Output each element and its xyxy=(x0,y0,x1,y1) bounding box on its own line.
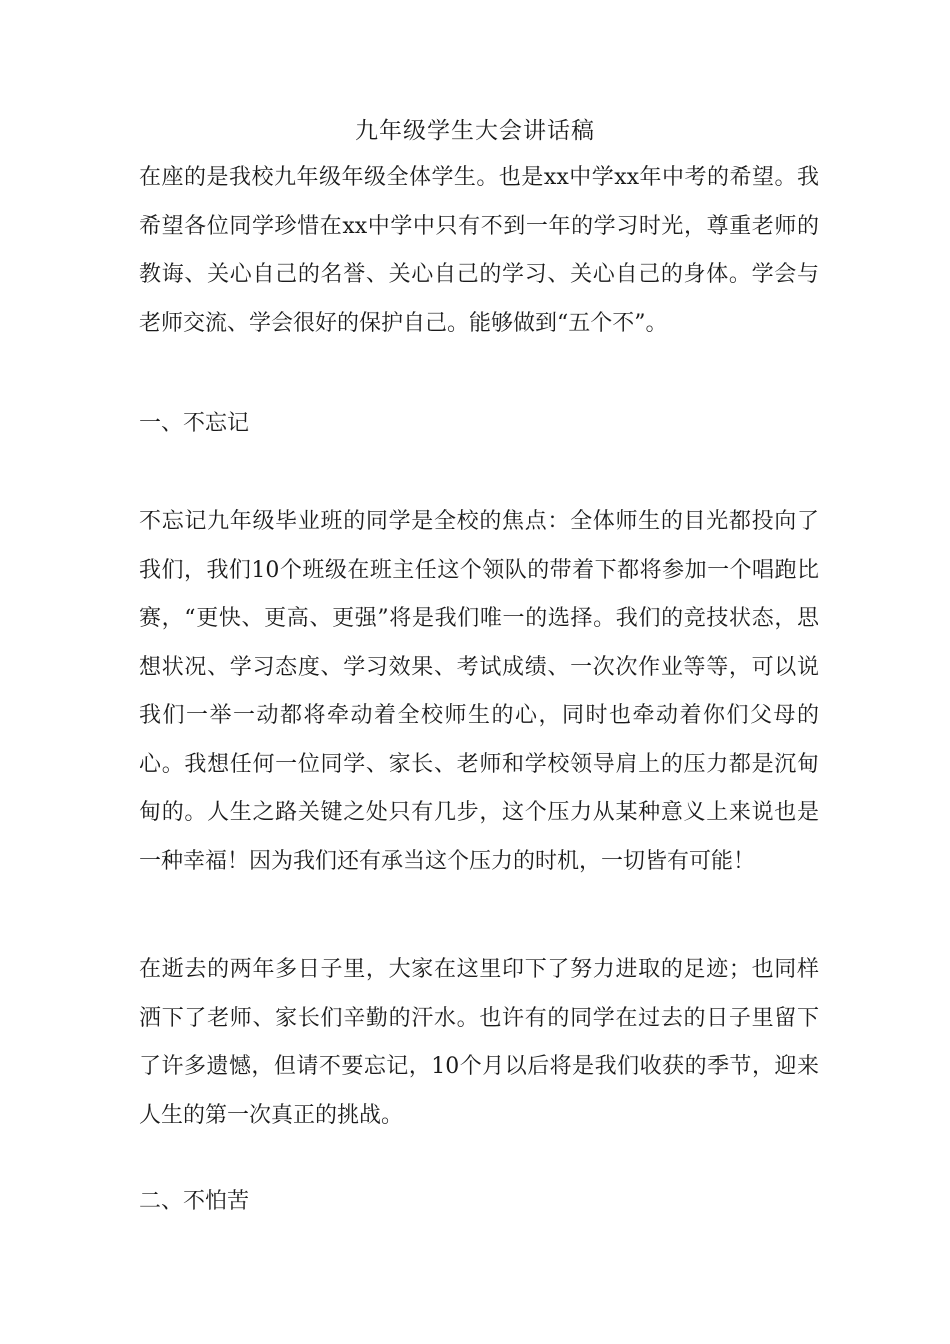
section-heading-2: 二、不怕苦 xyxy=(139,1189,250,1214)
section1-paragraph-1: 不忘记九年级毕业班的同学是全校的焦点：全体师生的目光都投向了我们，我们10个班级在班主任这个领队的带着下都将参加一个唱跑比赛，“更快、更高、更强”将是我们唯一的选择。我们的竞技状态，思想状况、学习态度、学习效果、考试成绩、一次次作业等等，可以说我们一举一动都将牵动着全校师生的心，同时也牵动着你们父母的心。我想任何一位同学、家长、老师和学校领导肩上的压力都是沉甸甸的。人生之路关键之处只有几步，这个压力从某种意义上来说也是一种幸福！因为我们还有承当这个压力的时机，一切皆有可能！ xyxy=(139,509,819,874)
document-title: 九年级学生大会讲话稿 xyxy=(355,118,595,144)
section-heading-1: 一、不忘记 xyxy=(139,411,250,436)
intro-paragraph: 在座的是我校九年级年级全体学生。也是xx中学xx年中考的希望。我希望各位同学珍惜在xx中学中只有不到一年的学习时光，尊重老师的教诲、关心自己的名誉、关心自己的学习、关心自己的身体。学会与老师交流、学会很好的保护自己。能够做到“五个不”。 xyxy=(139,165,819,336)
section1-paragraph-2: 在逝去的两年多日子里，大家在这里印下了努力进取的足迹；也同样洒下了老师、家长们辛勤的汗水。也许有的同学在过去的日子里留下了许多遗憾，但请不要忘记，10个月以后将是我们收获的季节，迎来人生的第一次真正的挑战。 xyxy=(139,957,819,1128)
